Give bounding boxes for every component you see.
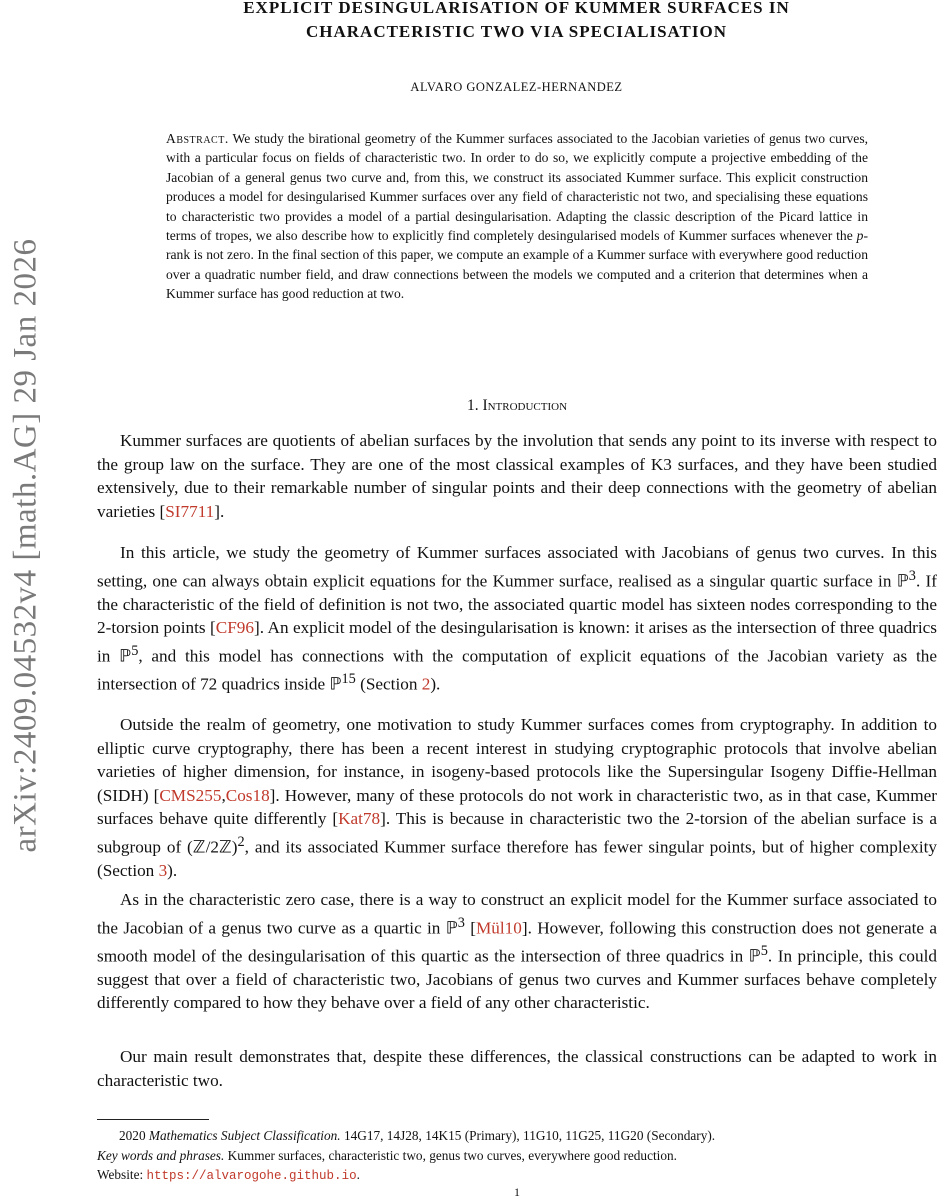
p4-text-c: ]. However, following this construction does not generate a smooth model of the desingularisation of this quartic as the intersection of three quadrics in ℙ <box>97 918 937 966</box>
p3-comma: , <box>221 785 226 805</box>
website-period: . <box>356 1167 360 1182</box>
abstract-p-variable: p <box>856 228 864 244</box>
msc-label: Mathematics Subject Classification. <box>148 1128 341 1143</box>
section-title: Introduction <box>482 397 568 414</box>
citation-link-kat78[interactable]: Kat78 <box>338 809 381 828</box>
p3-text-c: ]. This is because in characteristic two the 2-torsion of the abelian surface is a subgroup of (ℤ/2ℤ) <box>97 809 937 857</box>
citation-link-cf96[interactable]: CF96 <box>215 618 254 638</box>
citation-link-cms255[interactable]: CMS255 <box>159 785 222 805</box>
website-link[interactable]: https://alvarogohe.github.io <box>146 1169 357 1183</box>
p1-text-a: Kummer surfaces are quotients of abelian surfaces by the involution that sends any point to its inverse with respect to the group law on the surface. They are one of the most classical examples of K3 surfaces, and they have been studied extensively, due to their remarkable number of singular points and their deep connections with the geometry of abelian varieties [ <box>97 431 937 521</box>
p2-text-b: . If the characteristic of the field of definition is not two, the associated quartic model has sixteen nodes corresponding to the 2-torsion points [ <box>97 571 937 638</box>
p3-text-e: ). <box>167 860 178 880</box>
p2-text-d: , and this model has connections with the computation of explicit equations of the Jacobian variety as the intersection of 72 quadrics inside ℙ <box>97 646 937 694</box>
p3-text-b: ]. However, many of these protocols do not work in characteristic two, as in that case, Kummer surfaces behave quite differently [ <box>97 785 937 828</box>
p4-text-b: [ <box>464 918 476 938</box>
abstract <box>166 129 868 304</box>
p4-superscript-1: 3 <box>457 914 465 931</box>
citation-link-cos18[interactable]: Cos18 <box>225 785 270 805</box>
author-name: ALVARO GONZALEZ-HERNANDEZ <box>410 80 623 94</box>
paragraph-2 <box>97 541 937 696</box>
title-line-2: CHARACTERISTIC TWO VIA SPECIALISATION <box>305 22 728 41</box>
citation-link-mul10[interactable]: Mül10 <box>476 918 522 938</box>
p2-text-f: ). <box>430 674 441 694</box>
p2-superscript-2: 5 <box>131 642 139 659</box>
footnote-msc <box>97 1126 937 1146</box>
msc-codes: 14G17, 14J28, 14K15 (Primary), 11G10, 11G25, 11G20 (Secondary). <box>343 1128 716 1143</box>
p2-text-e: (Section <box>355 674 422 694</box>
abstract-body-2: -rank is not zero. In the final section of this paper, we compute an example of a Kummer surface with everywhere good reduction over a quadratic number field, and draw connections between the models we computed and a criterion that determines when a Kummer surface has good reduction at two. <box>166 228 868 302</box>
abstract-body-1: We study the birational geometry of the Kummer surfaces associated to the Jacobian varieties of genus two curves, with a particular focus on fields of characteristic two. In order to do so, we explicitly compute a projective embedding of the Jacobian of a general genus two curve and, from this, we construct its associated Kummer surface. This explicit construction produces a model for desingularised Kummer surfaces over any field of characteristic not two, and specialising these equations to characteristic two provides a model of a partial desingularisation. Adapting the classic description of the Picard lattice in terms of tropes, we also describe how to explicitly find completely desingularised models of Kummer surfaces whenever the <box>166 131 869 244</box>
footnote-website <box>97 1165 937 1187</box>
paragraph-3 <box>97 713 937 882</box>
p4-superscript-2: 5 <box>760 942 768 959</box>
arxiv-identifier-stamp <box>0 200 52 890</box>
keywords-text: Kummer surfaces, characteristic two, genus two curves, everywhere good reduction. <box>227 1147 677 1163</box>
p2-text-c: ]. An explicit model of the desingularisation is known: it arises as the intersection of three quadrics in ℙ <box>97 618 937 666</box>
footnote-keywords <box>97 1146 937 1166</box>
p4-text-d: . In principle, this could suggest that over a field of characteristic two, Jacobians of genus two curves and Kummer surfaces behave completely differently compared to how they behave over a field of any other characteristic. <box>97 946 937 1013</box>
website-label: Website: <box>97 1167 144 1182</box>
p3-text-d: , and its associated Kummer surface therefore has fewer singular points, but of higher complexity (Section <box>97 837 937 880</box>
p3-text-a: Outside the realm of geometry, one motivation to study Kummer surfaces comes from cryptography. In addition to elliptic curve cryptography, there has been a recent interest in studying cryptographic protocols that involve abelian varieties of higher dimension, for instance, in isogeny-based protocols like the Supersingular Isogeny Diffie-Hellman (SIDH) [ <box>97 715 937 805</box>
p2-text-a: In this article, we study the geometry of Kummer surfaces associated with Jacobians of genus two curves. In this setting, one can always obtain explicit equations for the Kummer surface, realised as a singular quartic surface in ℙ <box>97 543 937 591</box>
paragraph-4 <box>97 888 937 1015</box>
title-line-1: EXPLICIT DESINGULARISATION OF KUMMER SURFACES IN <box>243 0 790 17</box>
abstract-label: Abstract. <box>166 131 229 146</box>
section-2-ref-link[interactable]: 2 <box>421 674 431 694</box>
paragraph-1 <box>97 429 937 523</box>
page-number: 1 <box>514 1185 520 1199</box>
footnotes <box>97 1126 937 1187</box>
paper-title <box>130 0 903 44</box>
p2-superscript-3: 15 <box>341 670 356 687</box>
section-3-ref-link[interactable]: 3 <box>158 860 168 880</box>
paragraph-5: Our main result demonstrates that, despite these differences, the classical constructions can be adapted to work in characteristic two. <box>97 1047 937 1090</box>
arxiv-stamp-text: arXiv:2409.04532v4 [math.AG] 29 Jan 2026 <box>7 238 44 852</box>
citation-link-si7711[interactable]: SI7711 <box>165 501 215 521</box>
footnote-divider <box>97 1119 209 1120</box>
p4-text-a: As in the characteristic zero case, there is a way to construct an explicit model for the Kummer surface associated to the Jacobian of a genus two curve as a quartic in ℙ <box>97 890 937 938</box>
msc-year: 2020 <box>119 1128 146 1143</box>
p2-superscript-1: 3 <box>908 567 916 584</box>
section-heading <box>97 397 937 415</box>
keywords-label: Key words and phrases. <box>97 1147 225 1163</box>
p3-superscript: 2 <box>237 833 245 850</box>
section-number: 1. <box>466 397 479 414</box>
p1-text-b: ]. <box>214 501 225 521</box>
